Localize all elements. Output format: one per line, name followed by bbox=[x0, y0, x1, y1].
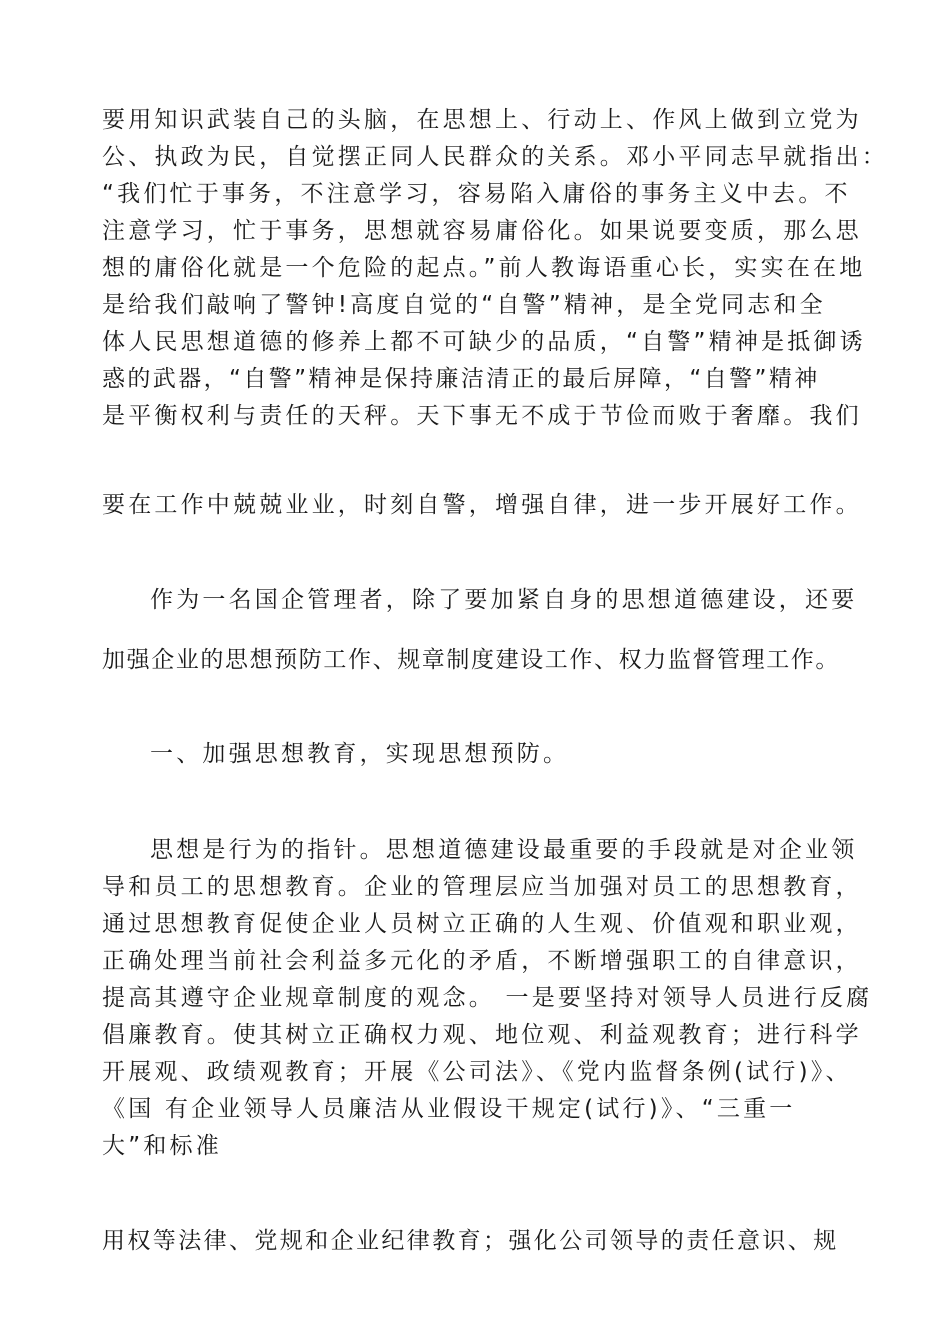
paragraph-line: 提高其遵守企业规章制度的观念。 一是要坚持对领导人员进行反腐 bbox=[102, 985, 873, 1011]
paragraph-line: 通过思想教育促使企业人员树立正确的人生观、价值观和职业观， bbox=[102, 911, 862, 937]
paragraph-line: 用权等法律、党规和企业纪律教育；强化公司领导的责任意识、规 bbox=[102, 1228, 839, 1254]
paragraph-line: 想的庸俗化就是一个危险的起点。”前人教诲语重心长，实实在在地 bbox=[102, 255, 866, 281]
paragraph-line: 是平衡权利与责任的天秤。天下事无不成于节俭而败于奢靡。我们 bbox=[102, 403, 862, 429]
paragraph-line: 加强企业的思想预防工作、规章制度建设工作、权力监督管理工作。 bbox=[102, 647, 840, 673]
paragraph-line: 思想是行为的指针。思想道德建设最重要的手段就是对企业领 bbox=[150, 837, 858, 863]
paragraph-line: 要用知识武装自己的头脑，在思想上、行动上、作风上做到立党为 bbox=[102, 107, 862, 133]
section-heading: 一、加强思想教育，实现思想预防。 bbox=[150, 741, 570, 767]
paragraph-line: “我们忙于事务，不注意学习，容易陷入庸俗的事务主义中去。不 bbox=[102, 181, 851, 207]
paragraph-line: 公、执政为民，自觉摆正同人民群众的关系。邓小平同志早就指出： bbox=[102, 144, 888, 170]
paragraph-line: 开展观、政绩观教育；开展《公司法》、《党内监督条例(试行)》、 bbox=[102, 1059, 852, 1085]
paragraph-line: 正确处理当前社会利益多元化的矛盾，不断增强职工的自律意识， bbox=[102, 948, 862, 974]
paragraph-line: 作为一名国企管理者，除了要加紧自身的思想道德建设，还要 bbox=[150, 587, 858, 613]
paragraph-line: 惑的武器，“自警”精神是保持廉洁清正的最后屏障，“自警”精神 bbox=[102, 366, 820, 392]
paragraph-line: 倡廉教育。使其树立正确权力观、地位观、利益观教育；进行科学 bbox=[102, 1022, 862, 1048]
paragraph-line: 注意学习，忙于事务，思想就容易庸俗化。如果说要变质，那么思 bbox=[102, 218, 862, 244]
paragraph-line: 《国 有企业领导人员廉洁从业假设干规定(试行)》、“三重一 bbox=[102, 1096, 796, 1122]
paragraph-line: 是给我们敲响了警钟!高度自觉的“自警”精神，是全党同志和全 bbox=[102, 292, 826, 318]
paragraph-line: 导和员工的思想教育。企业的管理层应当加强对员工的思想教育， bbox=[102, 874, 862, 900]
paragraph-line: 体人民思想道德的修养上都不可缺少的品质，“自警”精神是抵御诱 bbox=[102, 329, 866, 355]
paragraph-line: 大”和标准 bbox=[102, 1133, 222, 1159]
paragraph-line: 要在工作中兢兢业业，时刻自警，增强自律，进一步开展好工作。 bbox=[102, 492, 862, 518]
